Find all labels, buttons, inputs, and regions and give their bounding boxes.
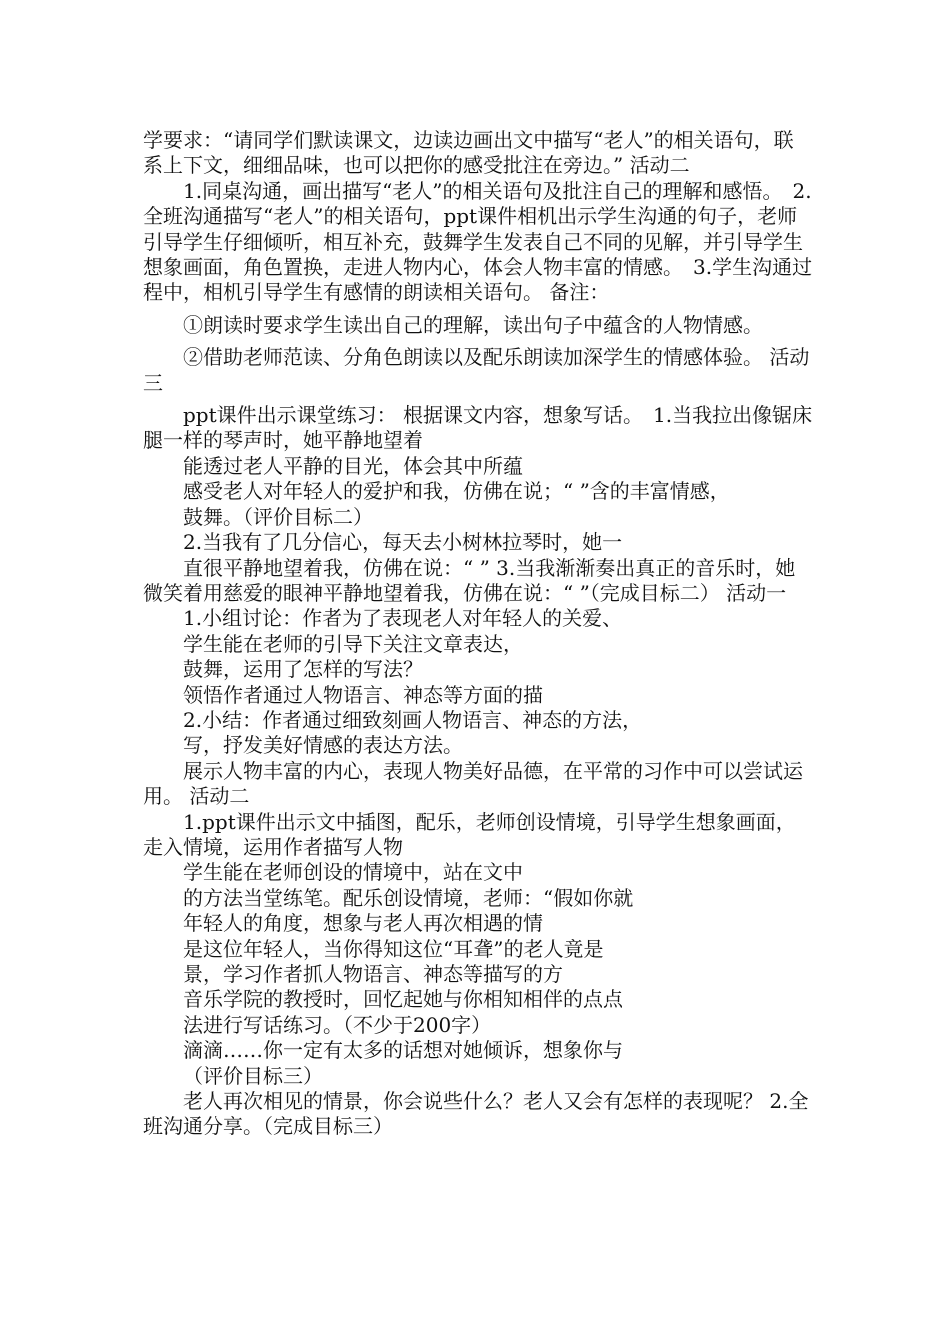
paragraph-2: 1.同桌沟通，画出描写“老人”的相关语句及批注自己的理解和感悟。 2.全班沟通描写“老人”的相关语句，ppt课件相机出示学生沟通的句子，老师引导学生仔细倾听，相互补充，鼓舞学生发表自己不同的见解，并引导学生想象画面，角色置换，走进人物内心，体会人物丰富的情感。 3.学生沟通过程中，相机引导学生有感情的朗读相关语句。 备注：: [143, 178, 813, 305]
text-line: 1.小组讨论：作者为了表现老人对年轻人的关爱、: [183, 606, 623, 631]
document-body: [143, 128, 813, 1140]
text-line: 年轻人的角度，想象与老人再次相遇的情: [183, 911, 543, 936]
text-line: 的方法当堂练笔。配乐创设情境，老师：“假如你就: [183, 885, 634, 910]
text-line: 写，抒发美好情感的表达方法。: [183, 733, 463, 758]
text-line: 展示人物丰富的内心，表现人物美好品德，在平常的习作中可以尝试运用。 活动二: [143, 758, 803, 809]
text-line: 音乐学院的教授时，回忆起她与你相知相伴的点点: [183, 987, 623, 1012]
text-line: 景，学习作者抓人物语言、神态等描写的方: [183, 962, 563, 986]
text-line: 鼓舞。（评价目标二）: [183, 504, 373, 529]
text-line: 学生能在老师创设的情境中，站在文中: [183, 860, 523, 885]
text-line: 老人再次相见的情景，你会说些什么？老人又会有怎样的表现呢？ 2.全班沟通分享。（完成目标三）: [143, 1089, 809, 1139]
text-line: 2.当我有了几分信心，每天去小树林拉琴时，她一: [183, 530, 623, 555]
exercise-intro: ppt课件出示课堂练习： 根据课文内容，想象写话。 1.当我拉出像锯床腿一样的琴声时，她平静地望着: [143, 403, 813, 453]
text-line: 滴滴……你一定有太多的话想对她倾诉，想象你与: [183, 1038, 623, 1063]
text-line: 法进行写话练习。（不少于200字）: [183, 1012, 492, 1037]
text-line: 学生能在老师的引导下关注文章表达，: [183, 631, 523, 656]
note-item-2: ②借助老师范读、分角色朗读以及配乐朗读加深学生的情感体验。 活动三: [143, 345, 810, 395]
text-line: 能透过老人平静的目光，体会其中所蕴: [183, 453, 523, 478]
text-line: 2.小结：作者通过细致刻画人物语言、神态的方法，: [183, 707, 643, 732]
text-line: 1.ppt课件出示文中插图，配乐，老师创设情境，引导学生想象画面，走入情境，运用作者描写人物: [143, 809, 796, 859]
text-line: 领悟作者通过人物语言、神态等方面的描: [183, 682, 543, 707]
text-line: 鼓舞，运用了怎样的写法？: [183, 657, 423, 682]
text-line: 是这位年轻人，当你得知这位“耳聋”的老人竟是: [183, 936, 604, 961]
text-line: 感受老人对年轻人的爱护和我，仿佛在说；“ ”含的丰富情感，: [183, 479, 730, 504]
paragraph-1: 学要求：“请同学们默读课文，边读边画出文中描写“老人”的相关语句，联系上下文，细细品味，也可以把你的感受批注在旁边。” 活动二: [143, 128, 794, 178]
text-line: 直很平静地望着我，仿佛在说：“ ” 3.当我渐渐奏出真正的音乐时，她微笑着用慈爱的眼神平静地望着我，仿佛在说：“ ”（完成目标二） 活动一: [143, 555, 796, 605]
note-item-1: ①朗读时要求学生读出自己的理解，读出句子中蕴含的人物情感。: [183, 312, 763, 337]
text-line: （评价目标三）: [183, 1063, 323, 1088]
